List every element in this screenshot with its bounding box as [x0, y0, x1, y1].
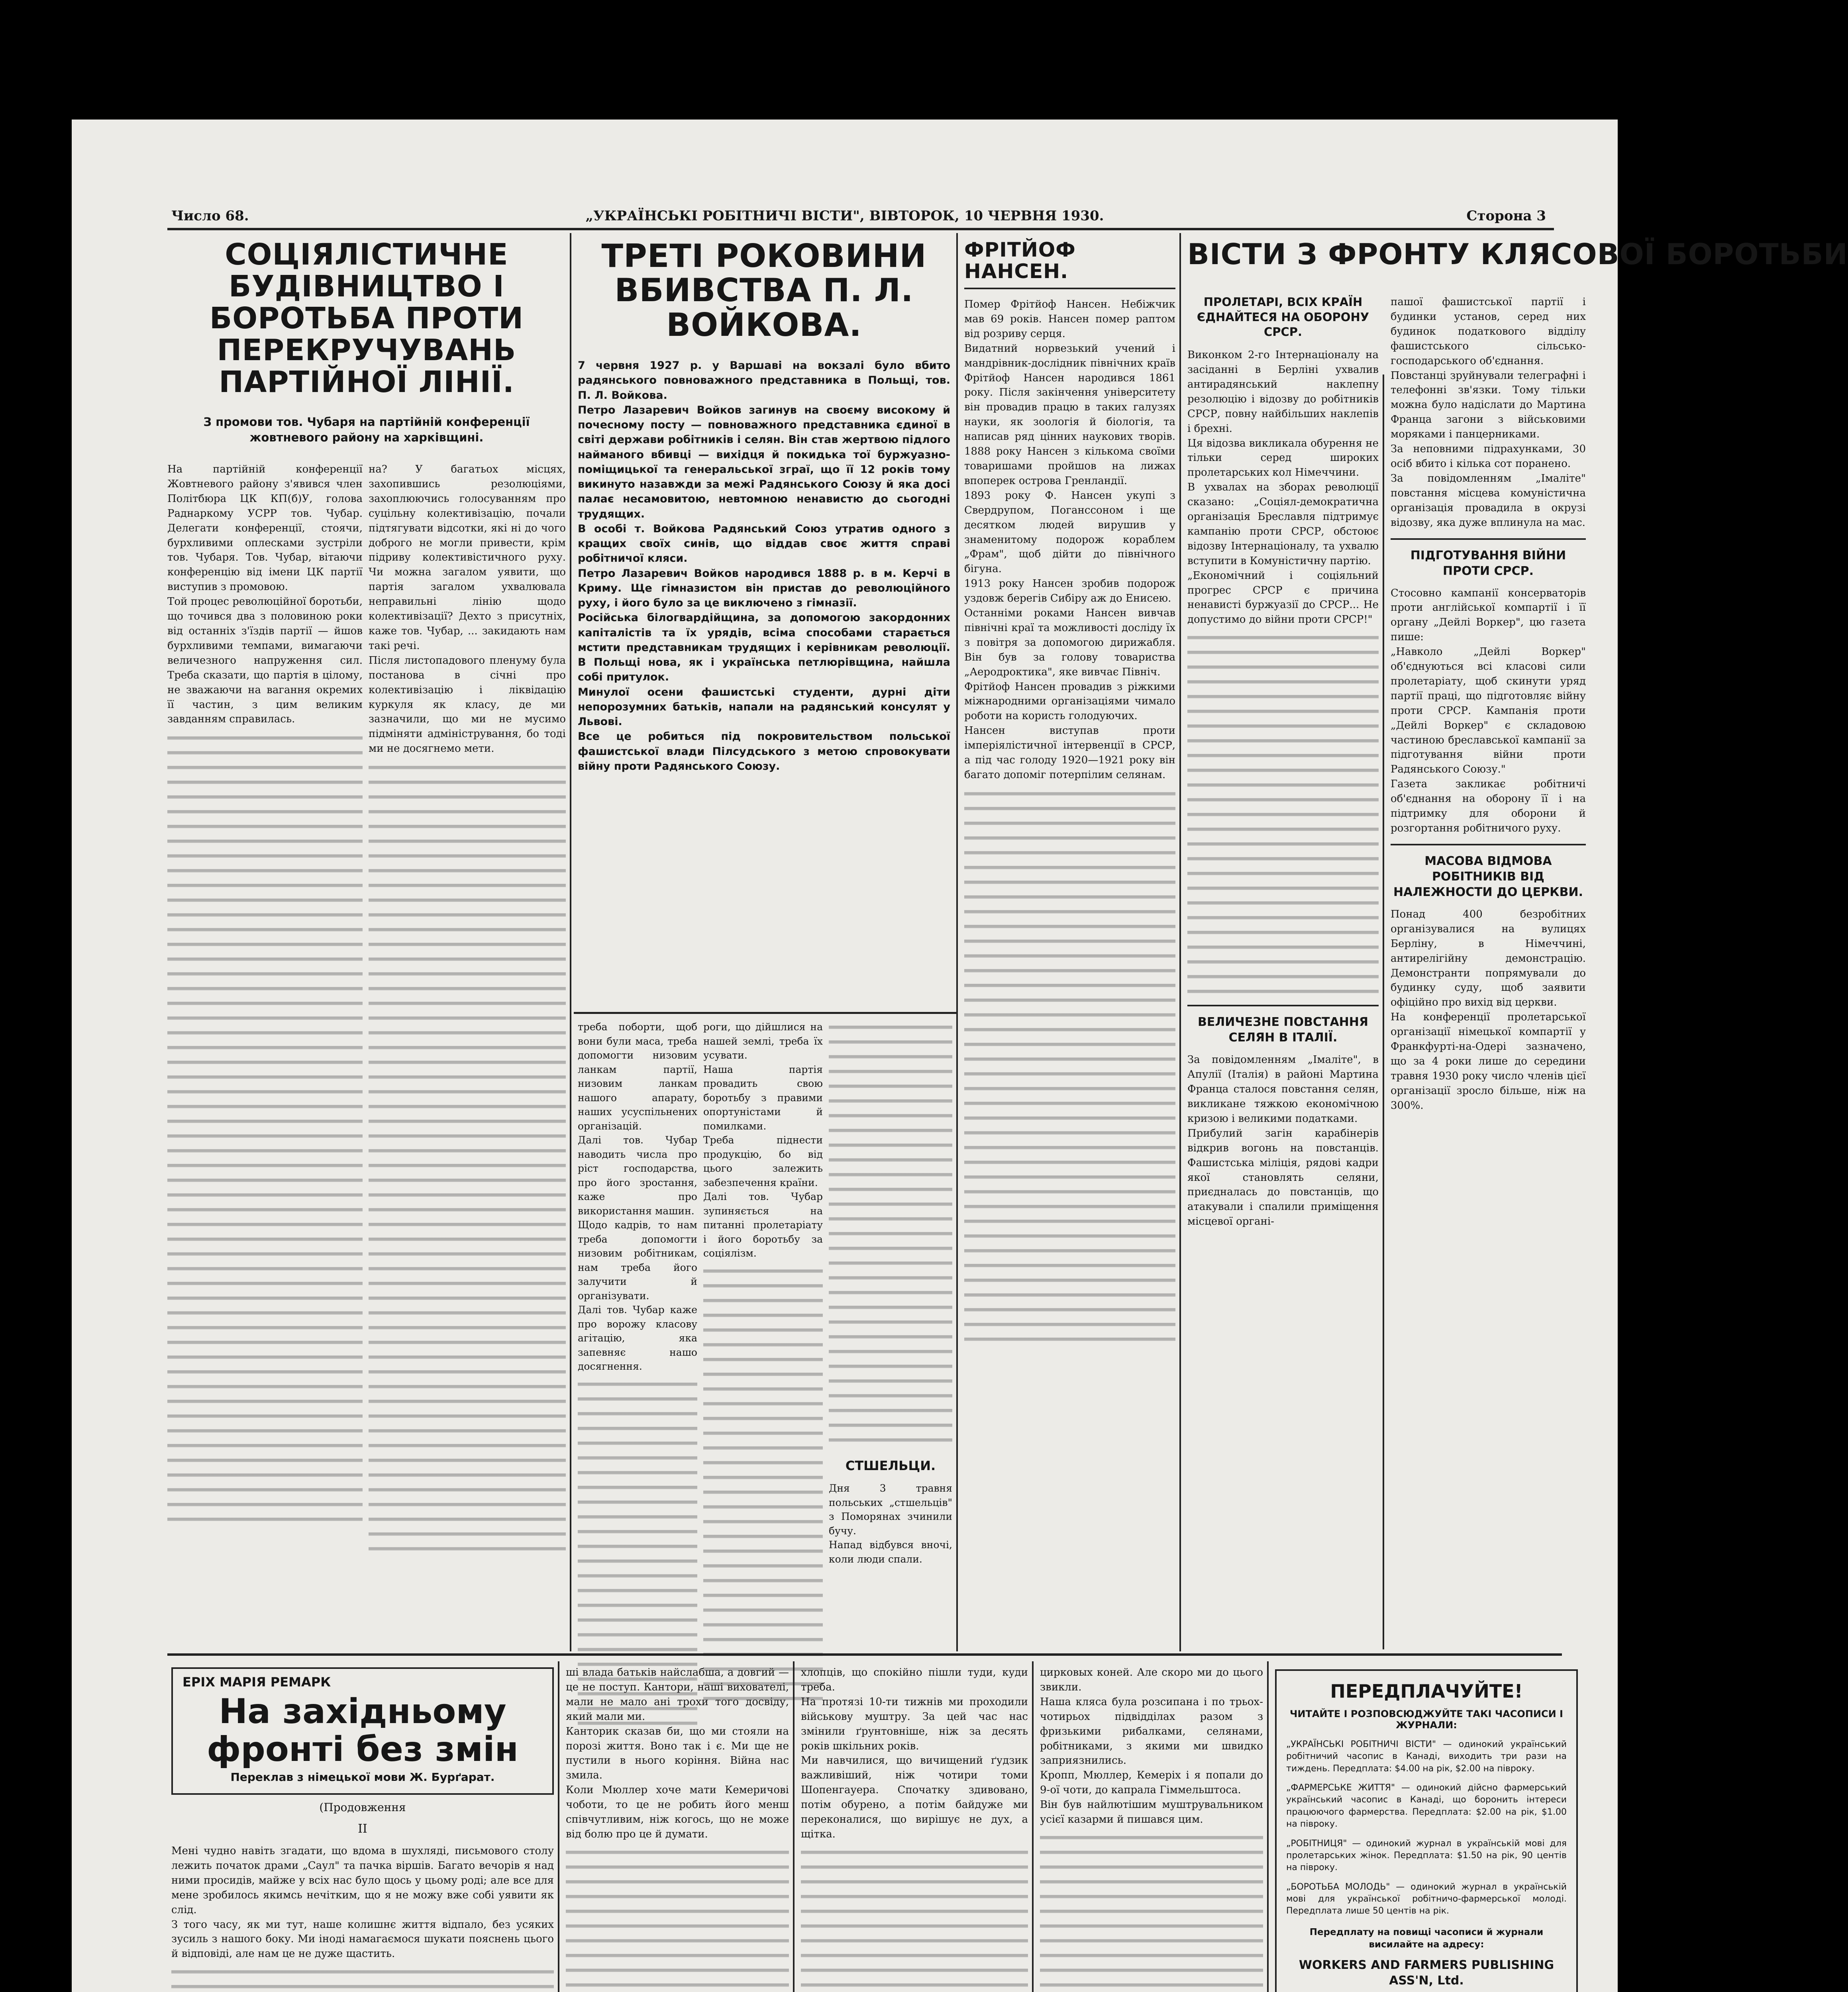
short-article-body: Дня 3 травня польських „стшельців" з Поморянах зчинили бучу. Напад відбувся вночі, коли люди спали. [829, 1482, 952, 1565]
serial-chapter: II [358, 1822, 367, 1836]
section-subhead: ПРОЛЕТАРІ, ВСІХ КРАЇН ЄДНАЙТЕСЯ НА ОБОРОНУ СРСР. [1197, 295, 1369, 339]
serial-continuation-label: (Продовження [319, 1801, 406, 1814]
body-text-lines [171, 1965, 554, 1992]
article-headline: ФРІТЙОФ НАНСЕН. [964, 238, 1076, 283]
section-body: Понад 400 безробітних організувалися на вулицях Берліну, в Німеччині, антирелігійну демонстрацію. Демонстранти попрямували до будинку суду, щоб заявити офіційно про вихід від церкви. На конференції пролетарської організації німецької компартії у Франкфурті-на-Одері зазначено, що за 4 роки лише до середини травня 1930 року число членів цієї організації зросло більше, ніж на 300%. [1391, 908, 1586, 1112]
section-rule [1391, 844, 1586, 845]
column-divider [570, 233, 571, 1651]
subscribe-box [1275, 1669, 1578, 1992]
article-body: 7 червня 1927 р. у Варшаві на вокзалі було вбито радянського повноважного представника в Польщі, тов. П. Л. Войкова. Петро Лазаревич Войков загинув на своєму високому й почесному посту — повноважного представника єдиної в світі держави робітників і селян. Він став жертвою підлого найманого вбивці — вихідця й покидька тої буржуазно-поміщицької та генеральської зграї, що її 12 років тому викинуто назавжди за межі Радянського Союзу й яка досі палає несамовитою, невтомною ненавистю до сьогодні трудящих. В особі т. Войкова Радянський Союз утратив одного з кращих своїх синів, що віддав своє життя справі робітничої кляси. Петро Лазаревич Войков народився 1888 р. в м. Керчі в Криму. Ще гімназистом він пристав до революційного руху, і його було за це виключено з гімназії. Російська білогвардійщина, за допомогою закордонних капіталістів та їх урядів, всіма способами старається мстити представникам трудящих і керівникам революції. В Польщі нова, як і українська петлюрівщина, найшла собі притулок. Минулої осени фашистські студенти, дурні діти непорозумних батьків, напали на радянський консулят у Львові. Все це робиться під покровительством польської фашистської влади Пілсудського з метою спровокувати війну проти Радянського Союзу. [578, 359, 950, 772]
subscribe-entry: „БОРОТЬБА МОЛОДЬ" — одинокий журнал в українській мові для української робітничо-фармерської молоді. Передплата лише 50 центів на рік. [1286, 1882, 1567, 1916]
continuation-column [703, 1020, 823, 1649]
article-body: Помер Фрітйоф Нансен. Небіжчик мав 69 років. Нансен помер раптом від розриву серця. Видатний норвезький учений і мандрівник-дослідник північних країв Фрітйоф Нансен народився 1861 року. Після закінчення університету він провадив працю в таких галузях науки, як зоологія й біологія, та написав ряд цінних наукових творів. 1888 року Нансен з кількома своїми товаришами пройшов на лижах впоперек острова Гренландії. 1893 року Ф. Нансен укупі з Свердрупом, Поганссоном і ще десятком людей вирушив у знаменитому подорож кораблем „Фрам", щоб дійти до північного бігуна. 1913 року Нансен зробив подорож уздовж берегів Сибіру аж до Енисею. Останніми роками Нансен вивчав північні краї та можливості досліду їх з повітря за допомогою дирижабля. Він був за голову товариства „Аеродроктика", яке вивчає Північ. Фрітйоф Нансен провадив з ріжкими міжнародними організаціями чимало роботи на користь голодуючих. Нансен виступав проти імперіялістичної інтервенції в СРСР, а під час голоду 1920—1921 року він багато допоміг потерпілим селянам. [964, 298, 1175, 781]
article-class-struggle-left [1187, 295, 1379, 1649]
body-text-lines [1040, 1830, 1263, 1992]
article-body: на? У багатьох місцях, захопившись резолюціями, захоплюючись голосуванням про суцільну колективізацію, почали підтягувати відсотки, які ні до чого доброго не могли привести, крім підриву колективістичного руху. Чи можна загалом уявити, що партія загалом ухвалювала неправильні лінію щодо колективізації? Дехто з присутніх, каже тов. Чубар, ... закидають нам такі речі. Після листопадового пленуму була постанова в січні про колективізацію і ліквідацію куркуля як класу, де ми зазначили, що ми не мусимо підміняти адміністрування, бо тоді ми не досягнемо мети. [369, 463, 566, 755]
issue-number: Число 68. [171, 208, 249, 224]
serial-translator: Переклав з німецької мови Ж. Бурґарат. [230, 1770, 495, 1784]
serial-title: На західньому фронті без змін [206, 1692, 519, 1769]
serial-column [1040, 1665, 1263, 1992]
serial-text: цирковых коней. Але скоро ми до цього звикли. Наша кляса була розсипана і по трьох-чотирьох підвідділах разом з фризькими рибалками, селянами, робітниками, з якими ми швидко заприязнились. Кропп, Мюллер, Кемеріх і я попали до 9-ої чоти, до капрала Гіммельштоса. Він був найлютішим муштрувальником усієї казарми й пишався цим. [1040, 1667, 1263, 1826]
column-divider [558, 1661, 559, 1992]
article-voikov-anniversary [578, 239, 950, 1008]
subscribe-address-note: Передплату на повищі часописи й журнали висилайте на адресу: [1309, 1927, 1544, 1950]
body-text-lines [369, 760, 566, 1557]
section-subhead: ПІДГОТУВАННЯ ВІЙНИ ПРОТИ СРСР. [1410, 548, 1566, 578]
serial-text: хлопців, що спокійно пішли туди, куди треба. На протязі 10-ти тижнів ми проходили військову муштру. За цей час нас змінили ґрунтовніше, ніж за десять років шкільних років. Ми навчилися, що вичищений ґудзик важливіший, ніж чотири томи Шопенгауера. Спочатку здивовано, потім обурено, а потім байдуже ми переконалися, що вирішує не дух, а щітка. [801, 1667, 1028, 1840]
continuation-column [829, 1020, 952, 1649]
article-socialist-construction [167, 239, 566, 1649]
article-headline: СОЦІЯЛІСТИЧНЕ БУДІВНИЦТВО І БОРОТЬБА ПРОТИ ПЕРЕКРУЧУВАНЬ ПАРТІЙНОЇ ЛІНІЇ. [209, 237, 524, 399]
section-body: пашої фашистської партії і будинки установ, серед них будинок податкового відділу фашистського сільсько-господарського об'єднання. Повстанці зруйнували телеграфні і телефонні зв'язки. Тому тільки можна було надіслати до Мартина Франца загони з військовими моряками і панцерниками. За неповними підрахунками, 30 осіб вбито і кілька сот поранено. За повідомленням „Імаліте" повстання місцева комуністична організація провадила в окрузі відозву, яка дуже вплинула на мас. [1391, 296, 1586, 529]
body-text-lines [566, 1845, 789, 1992]
short-article-title: СТШЕЛЬЦИ. [845, 1458, 936, 1473]
serial-column [566, 1665, 789, 1992]
continuation-text: треба поборти, щоб вони були маса, треба допомогти низовим ланкам партії, низовим ланкам нашого апарату, наших усуспільнених організацій. Далі тов. Чубар наводить числа про ріст господарства, про його зростання, каже про використання машин. Щодо кадрів, то нам треба допомогти низовим робітникам, нам треба його залучити й організувати. Далі тов. Чубар каже про ворожу класову агітацію, яка запевняє нашо досягнення. [578, 1021, 697, 1372]
serial-column [171, 1801, 554, 1992]
column-divider [793, 1661, 795, 1992]
masthead-rule [167, 228, 1554, 230]
continuation-text: роги, що дійшлися на нашей землі, треба їх усувати. Наша партія провадить свою боротьбу з правими опортуністами й помилками. Треба піднести продукцію, бо від цього залежить забезпечення країни. Далі тов. Чубар зупиняється на питанні пролетаріату і його боротьбу за соціялізм. [703, 1021, 823, 1259]
subscribe-intro: ЧИТАЙТЕ І РОЗПОВСЮДЖУЙТЕ ТАКІ ЧАСОПИСИ І ЖУРНАЛИ: [1290, 1708, 1563, 1731]
continuation-column [578, 1020, 697, 1649]
page-number: Сторона 3 [1466, 208, 1546, 224]
article-column [167, 462, 363, 1645]
body-text-lines [964, 786, 1175, 1344]
subscribe-entry: „ФАРМЕРСЬКЕ ЖИТТЯ" — одинокий дійсно фармерський український часопис в Канаді, що боронить інтереси працюючого фармерства. Передплата: $2.00 на рік, $1.00 на півроку. [1286, 1783, 1567, 1829]
section-rule [1391, 538, 1586, 540]
column-divider [1383, 374, 1384, 1649]
publisher-name: WORKERS AND FARMERS PUBLISHING ASS'N, Ltd. [1299, 1958, 1554, 1988]
serial-text: ші влада батьків найслабша, а довгий — це не поступ. Кантори, наші вихователі, мали не мало ані трохи того досвіду, який мали ми. Канторик сказав би, що ми стояли на порозі життя. Воно так і є. Ми ще не пустили в нього коріння. Війна нас змила. Коли Мюллер хоче мати Кемеричові чоботи, то це не робить його менш співчутливим, ніж когось, що не може від болю про це й думати. [566, 1667, 789, 1840]
article-class-struggle-right [1391, 295, 1586, 1649]
section-subhead: ВЕЛИЧЕЗНЕ ПОВСТАННЯ СЕЛЯН В ІТАЛІЇ. [1198, 1015, 1368, 1045]
column-divider [1032, 1661, 1034, 1992]
section-rule [574, 1012, 956, 1014]
headline-rule [964, 288, 1175, 289]
serial-column [801, 1665, 1028, 1992]
article-headline: ВІСТИ З ФРОНТУ КЛЯСОВОЇ БОРОТЬБИ [1187, 237, 1848, 271]
article-body: На партійній конференції Жовтневого району з'явився член Політбюра ЦК КП(б)У, голова Раднаркому УСРР тов. Чубар. Делегати конференції, стоячи, бурхливими оплесками зустріли тов. Чубаря. Тов. Чубар, вітаючи конференцію від імени ЦК партії виступив з промовою. Той процес революційної боротьби, що точився два з половиною роки від останніх з'їздів партії — йшов бурхливими темпами, вимагаючи величезного напруження сил. Треба сказати, що партія в цілому, не зважаючи на вагання окремих її частин, з цим великим завданням справилась. [167, 463, 363, 725]
newspaper-page [72, 120, 1848, 1992]
paper-dateline: „УКРАЇНСЬКІ РОБІТНИЧІ ВІСТИ", ВІВТОРОК, 10 ЧЕРВНЯ 1930. [585, 208, 1104, 224]
body-text-lines [703, 1264, 823, 1702]
body-text-lines [1187, 630, 1379, 997]
article-column [369, 462, 566, 1645]
section-body: За повідомленням „Імаліте", в Апулії (Італія) в районі Мартина Франца сталося повстання селян, викликане тяжкою економічною кризою і великими податками. Прибулий загін карабінерів відкрив вогонь на повстанців. Фашистська міліція, рядові кадри якої становлять селяни, приєдналась до повстанців, що атакували і спалили приміщення місцевої органі- [1187, 1054, 1379, 1228]
section-rule [167, 1653, 1562, 1656]
masthead [72, 203, 1618, 227]
article-column [578, 358, 950, 996]
column-divider [1179, 233, 1181, 1651]
section-body: Виконком 2-го Інтернаціоналу на засіданні в Берліні ухвалив антирадянський наклепну резолюцію і відозву до робітників СРСР, повну найбільших наклепів і брехні. Ця відозва викликала обурення не тільки серед широких пролетарських кол Німеччини. В ухвалах на зборах революції сказано: „Соціял-демократична організація Бреславля підтримує кампанію проти СРСР, обстоює відозву Інтернаціоналу, та ухвалю вступити в Комуністичну партію. „Економічний і соціяльний прогрес СРСР є причина ненависті буржуазії до СРСР... Не допустимо до війни проти СРСР!" [1187, 349, 1379, 626]
serial-title-box [171, 1667, 554, 1795]
serial-author: ЕРІХ МАРІЯ РЕМАРК [182, 1674, 331, 1690]
section-body: Стосовно кампанії консерваторів проти англійської компартії і її органу „Дейлі Воркер", цю газета пише: „Навколо „Дейлі Воркер" об'єднуються всі класові сили пролетаріату, щоб скинути уряд партії праці, що підготовляє війну проти СРСР. Кампанія проти „Дейлі Воркер" є складовою частиною бреславської кампанії за підготування війни проти Радянського Союзу." Газета закликає робітничі об'єднання на оборону її і на підтримку для оборони й розгортання робітничого руху. [1391, 587, 1586, 834]
article-subhead: З промови тов. Чубаря на партійній конференції жовтневого району на харківщині. [203, 415, 530, 444]
section-rule [1187, 1005, 1379, 1006]
column-divider [956, 233, 958, 1651]
subscribe-entry: „РОБІТНИЦЯ" — одинокий журнал в українській мові для пролетарських жінок. Передплата: $1.50 на рік, 90 центів на півроку. [1286, 1838, 1567, 1873]
serial-text: Мені чудно навіть згадати, що вдома в шухляді, письмового столу лежить початок драми „Саул" та пачка віршів. Багато вечорів я над ними просидів, майже у всіх нас було щось у цьому роді; але все для мене зробилось якимсь нечітким, що я не можу вже собі уявити як слід. З того часу, як ми тут, наше колишнє життя відпало, без усяких зусиль з нашого боку. Ми іноді намагаємося шукати пояснень цього й відповіді, але нам це не дуже щастить. [171, 1845, 554, 1960]
body-text-lines [167, 731, 363, 1527]
body-text-lines [829, 1020, 952, 1450]
column-divider [1267, 1661, 1269, 1992]
section-subhead: МАСОВА ВІДМОВА РОБІТНИКІВ ВІД НАЛЕЖНОСТИ ДО ЦЕРКВИ. [1393, 854, 1583, 899]
body-text-lines [801, 1845, 1028, 1992]
subscribe-title: ПЕРЕДПЛАЧУЙТЕ! [1330, 1680, 1523, 1702]
subscribe-entry: „УКРАЇНСЬКІ РОБІТНИЧІ ВІСТИ" — одинокий український робітничий часопис в Канаді, виходить три рази на тиждень. Передплата: $4.00 на рік, $2.00 на півроку. [1286, 1739, 1567, 1774]
article-headline: ТРЕТІ РОКОВИНИ ВБИВСТВА П. Л. ВОЙКОВА. [601, 237, 927, 343]
article-nansen [964, 239, 1175, 1649]
